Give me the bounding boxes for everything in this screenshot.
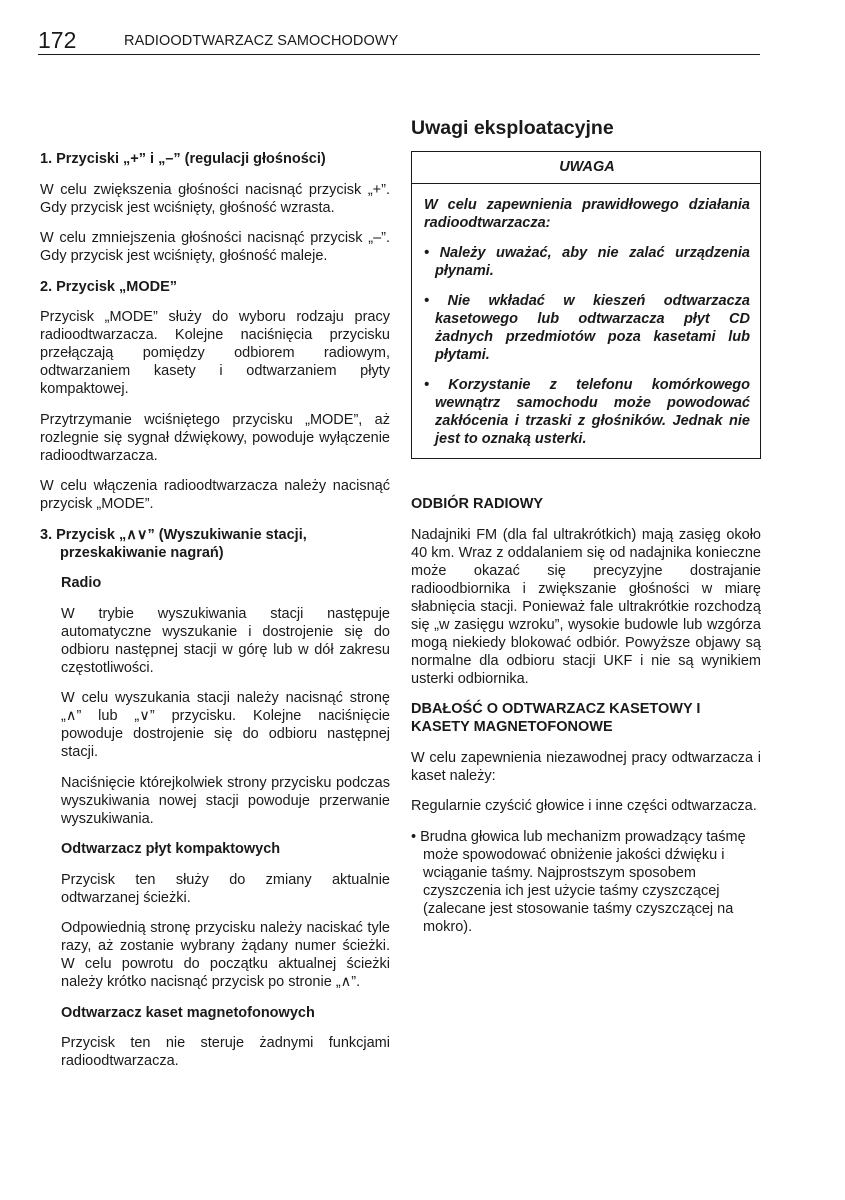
paragraph: W trybie wyszukiwania stacji następuje automatyczne wyszukanie i dostrojenie się do odbioru następnej stacji w górę lub w dół zakresu częstotliwości.	[61, 605, 390, 676]
left-column	[40, 150, 390, 1083]
seek-button-details	[40, 574, 390, 1070]
page-number: 172	[38, 27, 77, 53]
paragraph: Przycisk ten nie steruje żadnymi funkcjami radioodtwarzacza.	[61, 1035, 390, 1069]
paragraph: Odpowiednią stronę przycisku należy naciskać tyle razy, aż zostanie wybrany żądany numer ścieżki. W celu powrotu do początku aktualnej ścieżki należy krótko nacisnąć przycisk po stronie „∧”.	[61, 920, 390, 990]
paragraph: Naciśnięcie którejkolwiek strony przycisku podczas wyszukiwania nowej stacji powoduje przerwanie wyszukiwania.	[61, 774, 390, 827]
right-column	[411, 116, 761, 948]
heading-mode-button: 2. Przycisk „MODE”	[40, 278, 177, 295]
paragraph: W celu włączenia radioodtwarzacza należy nacisnąć przycisk „MODE”.	[40, 478, 390, 512]
paragraph: W celu zwiększenia głośności nacisnąć przycisk „+”. Gdy przycisk jest wciśnięty, głośność wzrasta.	[40, 181, 390, 216]
bullet-item: • Brudna głowica lub mechanizm prowadzący taśmę może spowodować obniżenie jakości dźwięku i wciąganie taśmy. Najprostszym sposobem czyszczenia ich jest użycie taśmy czyszczącej (zalecane jest stosowanie taśmy czyszczącej na mokro).	[411, 828, 746, 935]
heading-radio-reception: ODBIÓR RADIOWY	[411, 496, 544, 512]
warning-intro: W celu zapewnienia prawidłowego działania radioodtwarzacza:	[424, 197, 750, 231]
page-header	[38, 28, 760, 54]
warning-item: • Nie wkładać w kieszeń odtwarzacza kasetowego lub odtwarzacza płyt CD żadnych przedmiotów poza kasetami lub płytami.	[424, 293, 750, 363]
warning-divider	[412, 183, 760, 184]
paragraph: Nadajniki FM (dla fal ultrakrótkich) mają zasięg około 40 km. Wraz z oddalaniem się od nadajnika konieczne może okazać się precyzyjne dostrajanie radioodbiornika i zwiększanie głośności w miarę słabnięcia stacji. Ponieważ fale ultrakrótkie rozchodzą się „w zasięgu wzroku”, wysokie budowle lub wzgórza mogą niekiedy blokować odbiór. Powyższe objawy są normalne dla odbioru stacji UKF i nie są wynikiem usterki odbiornika.	[411, 526, 761, 687]
paragraph: W celu wyszukania stacji należy nacisnąć stronę „∧” lub „∨” przycisku. Kolejne naciśnięcie powoduje dostrojenie się do odbioru następnej stacji.	[61, 690, 390, 760]
section-title: Uwagi eksploatacyjne	[411, 117, 614, 139]
subheading-cd-player: Odtwarzacz płyt kompaktowych	[61, 841, 281, 857]
warning-title: UWAGA	[559, 159, 615, 175]
running-title: RADIOODTWARZACZ SAMOCHODOWY	[124, 33, 399, 49]
heading-seek-button: 3. Przycisk „∧∨” (Wyszukiwanie stacji, przeskakiwanie nagrań)	[40, 526, 307, 561]
paragraph: W celu zmniejszenia głośności nacisnąć przycisk „–”. Gdy przycisk jest wciśnięty, głośność maleje.	[40, 230, 390, 264]
warning-item: • Korzystanie z telefonu komórkowego wewnątrz samochodu może powodować zakłócenia i trzaski z głośników. Jednak nie jest to oznaką usterki.	[424, 377, 750, 447]
warning-box	[411, 151, 761, 459]
heading-tape-care: DBAŁOŚĆ O ODTWARZACZ KASETOWY I KASETY MAGNETOFONOWE	[411, 701, 701, 735]
subheading-radio: Radio	[61, 575, 102, 591]
paragraph: Przycisk „MODE” służy do wyboru rodzaju pracy radioodtwarzacza. Kolejne naciśnięcia przycisku przełączają pomiędzy odbiorem radiowym, odtwarzaniem kasety i odtwarzaniem płyty kompaktowej.	[40, 309, 390, 397]
warning-item: • Należy uważać, aby nie zalać urządzenia płynami.	[424, 245, 750, 279]
heading-volume-buttons: 1. Przyciski „+” i „–” (regulacji głośności)	[40, 151, 326, 167]
paragraph: Przytrzymanie wciśniętego przycisku „MODE”, aż rozlegnie się sygnał dźwiękowy, powoduje wyłączenie radioodtwarzacza.	[40, 411, 390, 464]
paragraph: W celu zapewnienia niezawodnej pracy odtwarzacza i kaset należy:	[411, 749, 761, 784]
paragraph: Regularnie czyścić głowice i inne części odtwarzacza.	[411, 798, 757, 814]
paragraph: Przycisk ten służy do zmiany aktualnie odtwarzanej ścieżki.	[61, 871, 390, 906]
header-rule	[38, 54, 760, 55]
subheading-tape-player: Odtwarzacz kaset magnetofonowych	[61, 1004, 315, 1021]
